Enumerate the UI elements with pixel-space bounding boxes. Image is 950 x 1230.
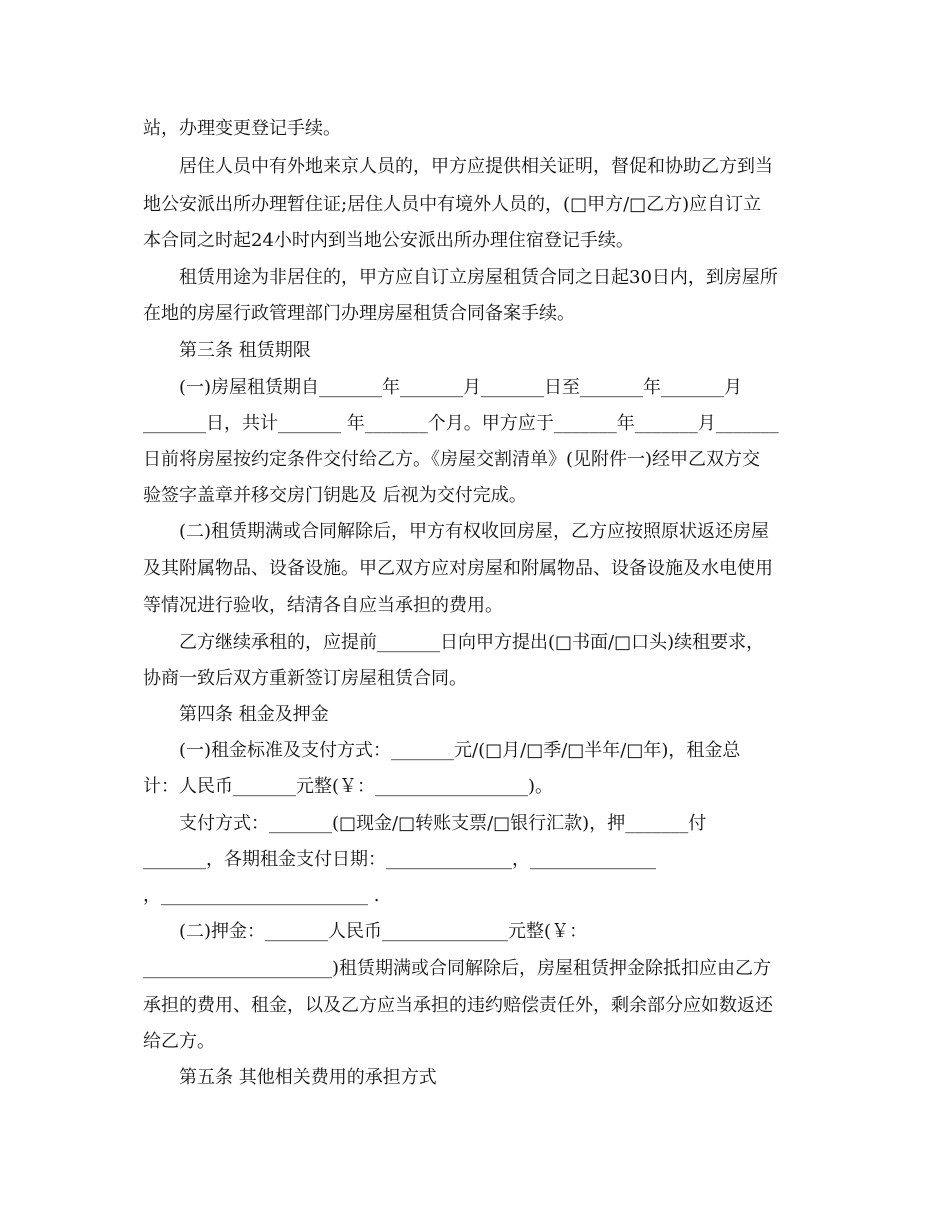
paragraph-line: 及其附属物品、设备设施。甲乙双方应对房屋和附属物品、设备设施及水电使用 xyxy=(143,558,773,579)
paragraph-line: (一)租金标准及支付方式：_______元/(□月/□季/□半年/□年)，租金总 xyxy=(179,740,741,761)
paragraph-line: 协商一致后双方重新签订房屋租赁合同。 xyxy=(143,668,467,689)
paragraph-line: 支付方式：_______(□现金/□转账支票/□银行汇款)，押_______付 xyxy=(179,813,707,834)
paragraph-line: (二)押金：_______人民币______________元整(￥： xyxy=(179,921,588,942)
paragraph-line: 承担的费用、租金，以及乙方应当承担的违约赔偿责任外，剩余部分应如数返还 xyxy=(143,995,773,1016)
paragraph-line: 乙方继续承租的，应提前_______日向甲方提出(□书面/□口头)续租要求， xyxy=(179,632,765,653)
section-heading: 第四条 租金及押金 xyxy=(179,704,329,725)
paragraph-line: (一)房屋租赁期自_______年_______月_______日至_______年_______月 xyxy=(179,377,743,398)
paragraph-line: 验签字盖章并移交房门钥匙及 后视为交付完成。 xyxy=(143,485,527,506)
paragraph-line: 站，办理变更登记手续。 xyxy=(143,118,341,139)
paragraph-line: _____________________)租赁期满或合同解除后，房屋租赁押金除抵扣应由乙方 xyxy=(143,958,772,979)
paragraph-line: 本合同之时起24小时内到当地公安派出所办理住宿登记手续。 xyxy=(143,230,634,251)
paragraph-line: 等情况进行验收，结清各自应当承担的费用。 xyxy=(143,595,503,616)
paragraph-line: 地公安派出所办理暂住证;居住人员中有境外人员的，(□甲方/□乙方)应自订立 xyxy=(143,194,762,215)
section-heading: 第五条 其他相关费用的承担方式 xyxy=(179,1067,437,1088)
paragraph-line: 日前将房屋按约定条件交付给乙方。《房屋交割清单》(见附件一)经甲乙双方交 xyxy=(143,449,761,470)
paragraph-line: 给乙方。 xyxy=(143,1031,215,1052)
section-heading: 第三条 租赁期限 xyxy=(179,340,311,361)
paragraph-line: _______，各期租金支付日期：______________，______________ xyxy=(143,849,656,870)
paragraph-line: 在地的房屋行政管理部门办理房屋租赁合同备案手续。 xyxy=(143,303,575,324)
paragraph-line: ，_______________________ . xyxy=(143,885,380,906)
paragraph-line: 租赁用途为非居住的，甲方应自订立房屋租赁合同之日起30日内，到房屋所 xyxy=(179,267,778,288)
paragraph-line: 居住人员中有外地来京人员的，甲方应提供相关证明，督促和协助乙方到当 xyxy=(179,156,773,177)
paragraph-line: (二)租赁期满或合同解除后，甲方有权收回房屋，乙方应按照原状返还房屋 xyxy=(179,521,770,542)
paragraph-line: 计：人民币_______元整(￥：_________________)。 xyxy=(143,776,554,797)
paragraph-line: _______日，共计_______ 年_______个月。甲方应于_______年_______月_______ xyxy=(143,413,779,434)
